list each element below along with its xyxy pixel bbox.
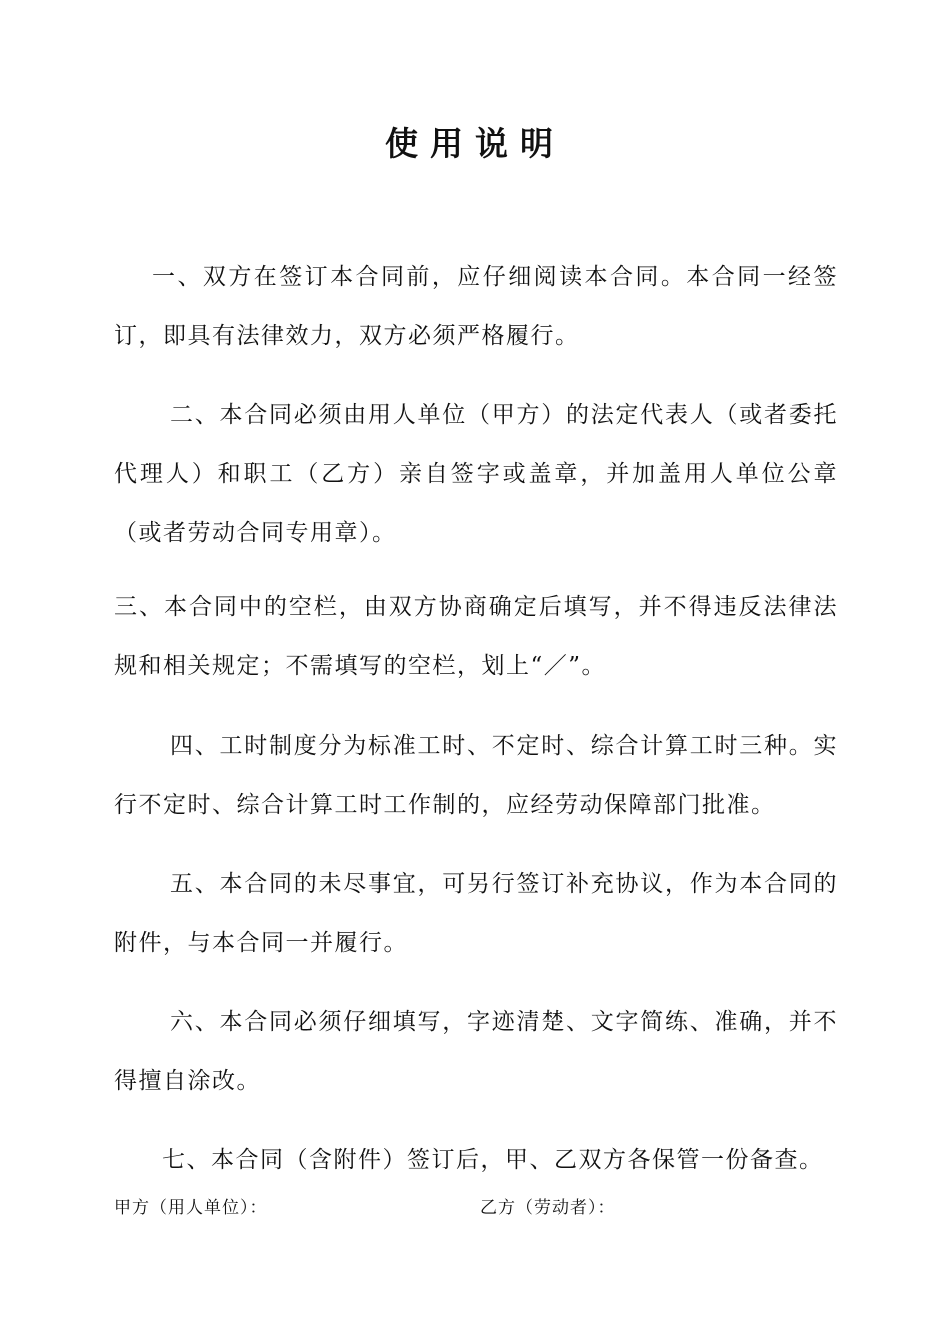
page-title: 使用说明 xyxy=(385,124,565,163)
instruction-paragraph-5: 五、本合同的未尽事宜，可另行签订补充协议，作为本合同的附件，与本合同一并履行。 xyxy=(114,871,838,956)
party-a-signature-label: 甲方（用人单位）： xyxy=(114,1198,268,1218)
instruction-paragraph-2: 二、本合同必须由用人单位（甲方）的法定代表人（或者委托代理人）和职工（乙方）亲自签字或盖章，并加盖用人单位公章（或者劳动合同专用章）。 xyxy=(114,402,838,546)
instruction-paragraph-6: 六、本合同必须仔细填写，字迹清楚、文字简练、准确，并不得擅自涂改。 xyxy=(114,1009,838,1094)
instruction-paragraph-4: 四、工时制度分为标准工时、不定时、综合计算工时三种。实行不定时、综合计算工时工作制的，应经劳动保障部门批准。 xyxy=(114,733,838,818)
instruction-paragraph-1: 一、双方在签订本合同前，应仔细阅读本合同。本合同一经签订，即具有法律效力，双方必须严格履行。 xyxy=(114,264,838,349)
instruction-paragraph-7: 七、本合同（含附件）签订后，甲、乙双方各保管一份备查。 xyxy=(162,1147,824,1173)
instruction-paragraph-3: 三、本合同中的空栏，由双方协商确定后填写，并不得违反法律法规和相关规定；不需填写的空栏，划上“／”。 xyxy=(114,594,838,679)
party-b-signature-label: 乙方（劳动者）： xyxy=(480,1198,616,1218)
